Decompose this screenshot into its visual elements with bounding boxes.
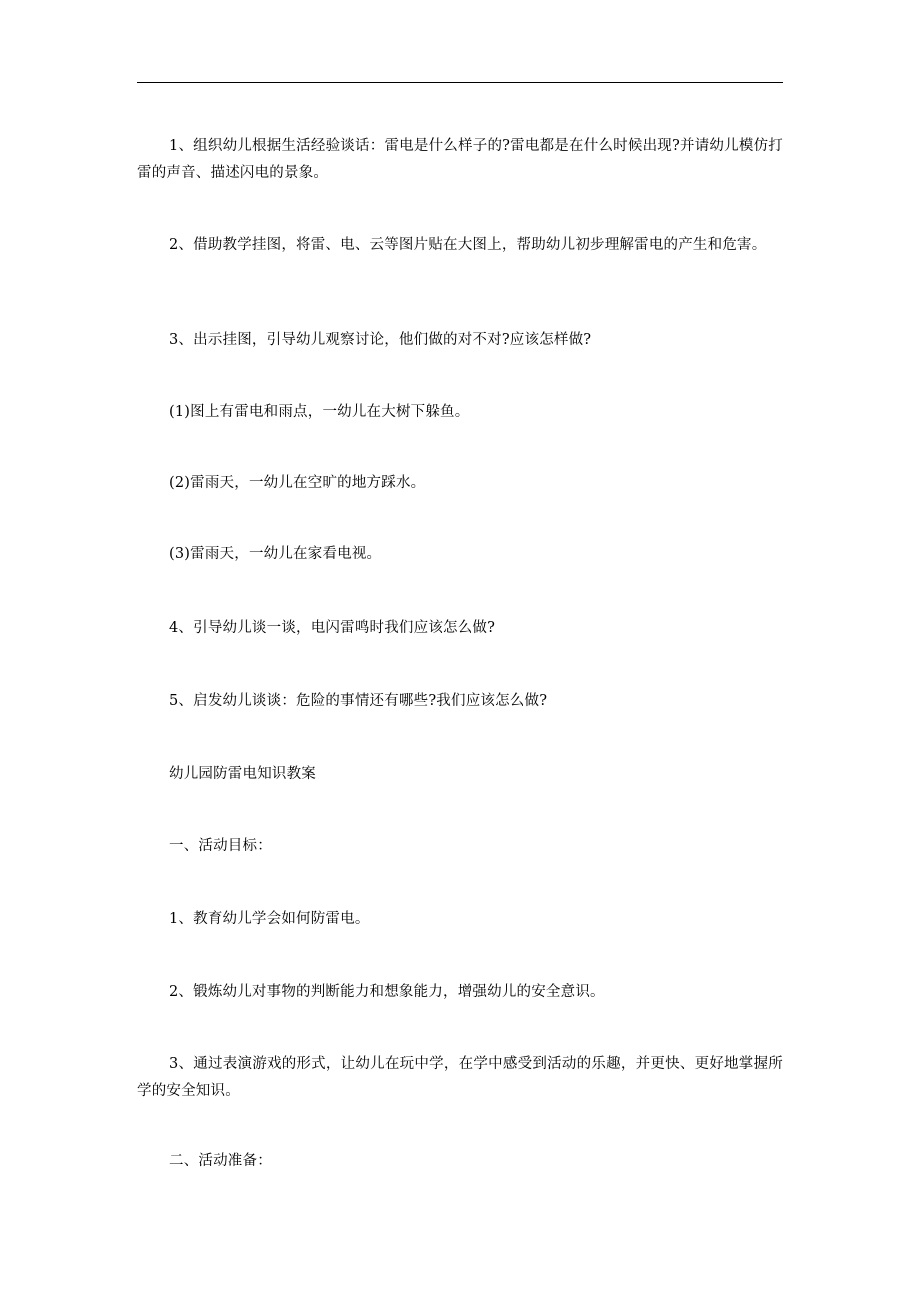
paragraph-scene-1: (1)图上有雷电和雨点，一幼儿在大树下躲鱼。 — [169, 404, 470, 420]
paragraph-goal-3: 3、通过表演游戏的形式，让幼儿在玩中学，在学中感受到活动的乐趣，并更快、更好地掌握所学的安全知识。 — [137, 1056, 783, 1099]
header-rule — [137, 82, 783, 83]
paragraph-goal-2: 2、锻炼幼儿对事物的判断能力和想象能力，增强幼儿的安全意识。 — [169, 984, 605, 1000]
paragraph-discuss: 4、引导幼儿谈一谈，电闪雷鸣时我们应该怎么做? — [169, 620, 496, 636]
section-heading-goals: 一、活动目标： — [169, 838, 272, 854]
paragraph-show-chart: 3、出示挂图，引导幼儿观察讨论，他们做的对不对?应该怎样做? — [169, 332, 592, 348]
section-heading-preparation: 二、活动准备： — [169, 1153, 272, 1169]
document-subtitle: 幼儿园防雷电知识教案 — [169, 766, 316, 782]
paragraph-scene-3: (3)雷雨天，一幼儿在家看电视。 — [169, 546, 382, 562]
paragraph-wall-chart: 2、借助教学挂图，将雷、电、云等图片贴在大图上，帮助幼儿初步理解雷电的产生和危害。 — [169, 237, 767, 253]
paragraph-inspire: 5、启发幼儿谈谈：危险的事情还有哪些?我们应该怎么做? — [169, 693, 548, 709]
paragraph-talk-about-thunder: 1、组织幼儿根据生活经验谈话：雷电是什么样子的?雷电都是在什么时候出现?并请幼儿模仿打雷的声音、描述闪电的景象。 — [137, 138, 783, 181]
paragraph-scene-2: (2)雷雨天，一幼儿在空旷的地方踩水。 — [169, 475, 426, 491]
paragraph-goal-1: 1、教育幼儿学会如何防雷电。 — [169, 911, 370, 927]
